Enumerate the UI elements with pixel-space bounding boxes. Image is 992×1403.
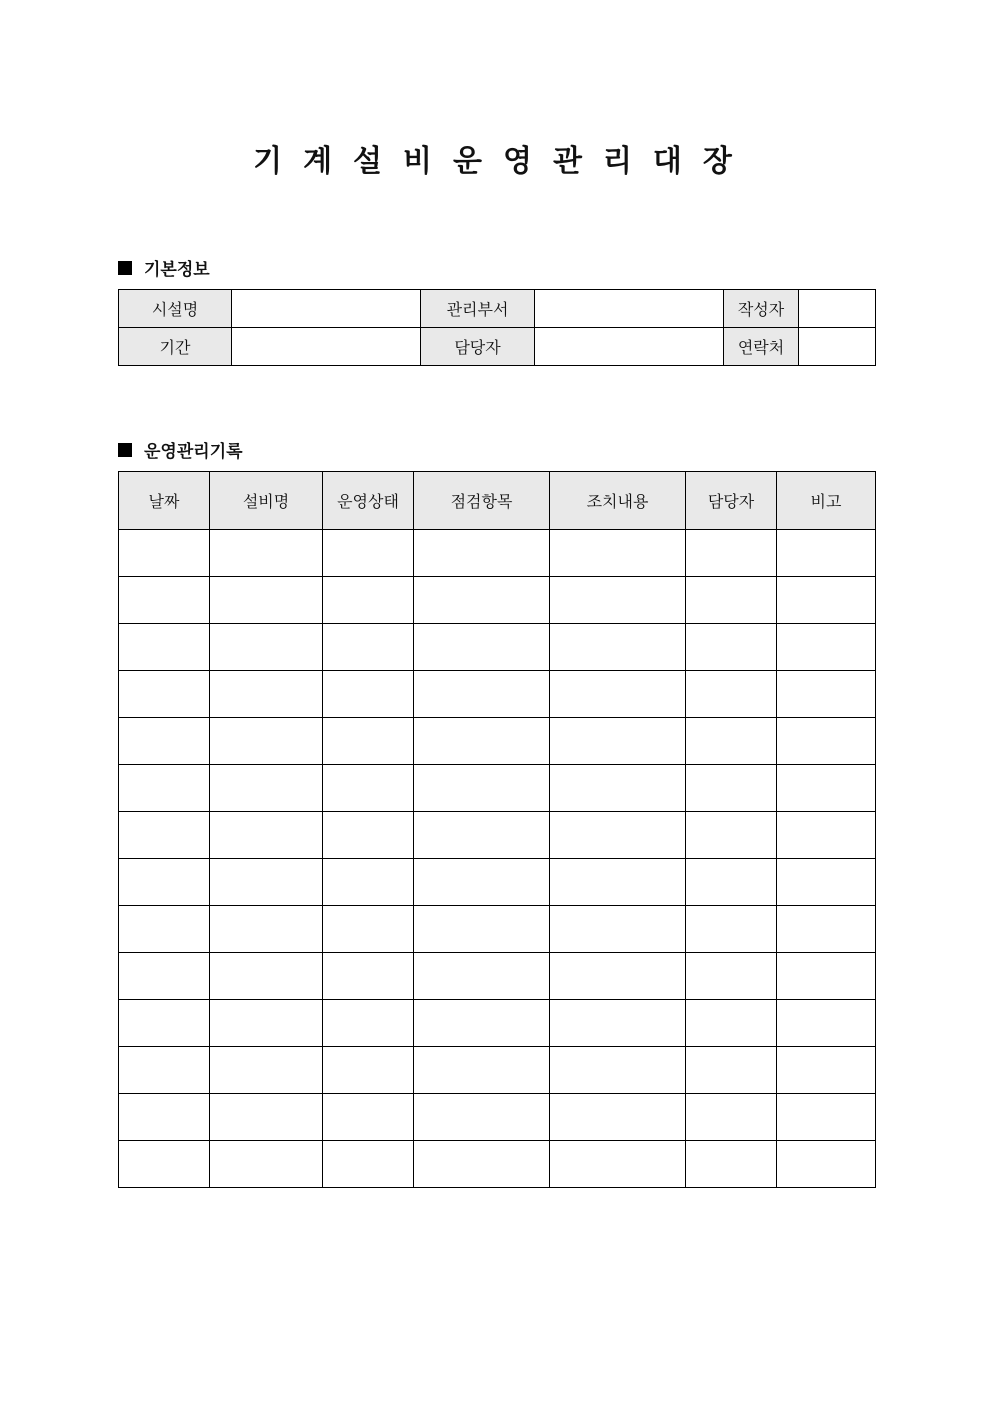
- cell-status[interactable]: [323, 624, 414, 671]
- cell-manager[interactable]: [686, 577, 777, 624]
- cell-status[interactable]: [323, 812, 414, 859]
- cell-manager[interactable]: [686, 1141, 777, 1188]
- table-row: [119, 1141, 876, 1188]
- cell-date[interactable]: [119, 953, 210, 1000]
- cell-equipment[interactable]: [210, 765, 323, 812]
- cell-inspection[interactable]: [414, 577, 550, 624]
- table-row: [119, 718, 876, 765]
- cell-remarks[interactable]: [777, 577, 876, 624]
- cell-equipment[interactable]: [210, 577, 323, 624]
- cell-remarks[interactable]: [777, 671, 876, 718]
- cell-inspection[interactable]: [414, 812, 550, 859]
- table-row: [119, 671, 876, 718]
- cell-status[interactable]: [323, 1000, 414, 1047]
- cell-action[interactable]: [550, 859, 686, 906]
- cell-inspection[interactable]: [414, 530, 550, 577]
- info-row: [119, 290, 876, 328]
- column-header-manager: 담당자: [686, 472, 777, 530]
- section-heading-label: 운영관리기록: [144, 442, 243, 462]
- cell-action[interactable]: [550, 1094, 686, 1141]
- cell-status[interactable]: [323, 906, 414, 953]
- cell-remarks[interactable]: [777, 718, 876, 765]
- cell-manager[interactable]: [686, 624, 777, 671]
- cell-remarks[interactable]: [777, 1141, 876, 1188]
- cell-equipment[interactable]: [210, 1141, 323, 1188]
- cell-action[interactable]: [550, 765, 686, 812]
- cell-date[interactable]: [119, 1141, 210, 1188]
- cell-status[interactable]: [323, 953, 414, 1000]
- cell-remarks[interactable]: [777, 765, 876, 812]
- records-body: [119, 530, 876, 1188]
- cell-status[interactable]: [323, 671, 414, 718]
- contact-field[interactable]: [799, 328, 876, 366]
- cell-inspection[interactable]: [414, 1094, 550, 1141]
- basic-info-table: [118, 289, 876, 366]
- cell-manager[interactable]: [686, 1000, 777, 1047]
- cell-remarks[interactable]: [777, 1094, 876, 1141]
- period-field[interactable]: [232, 328, 421, 366]
- cell-date[interactable]: [119, 624, 210, 671]
- column-header-status: 운영상태: [323, 472, 414, 530]
- cell-status[interactable]: [323, 765, 414, 812]
- cell-remarks[interactable]: [777, 530, 876, 577]
- cell-remarks[interactable]: [777, 953, 876, 1000]
- column-header-remarks: 비고: [777, 472, 876, 530]
- cell-date[interactable]: [119, 1047, 210, 1094]
- cell-inspection[interactable]: [414, 1141, 550, 1188]
- cell-action[interactable]: [550, 953, 686, 1000]
- cell-action[interactable]: [550, 718, 686, 765]
- label-period: 기간: [119, 328, 232, 366]
- cell-date[interactable]: [119, 812, 210, 859]
- cell-action[interactable]: [550, 530, 686, 577]
- cell-status[interactable]: [323, 577, 414, 624]
- cell-date[interactable]: [119, 577, 210, 624]
- cell-date[interactable]: [119, 671, 210, 718]
- info-row: [119, 328, 876, 366]
- table-row: [119, 624, 876, 671]
- cell-date[interactable]: [119, 859, 210, 906]
- operation-records-table: [118, 471, 876, 1188]
- cell-equipment[interactable]: [210, 953, 323, 1000]
- table-row: [119, 1000, 876, 1047]
- cell-manager[interactable]: [686, 953, 777, 1000]
- cell-manager[interactable]: [686, 765, 777, 812]
- cell-equipment[interactable]: [210, 1047, 323, 1094]
- cell-date[interactable]: [119, 718, 210, 765]
- cell-equipment[interactable]: [210, 624, 323, 671]
- cell-equipment[interactable]: [210, 812, 323, 859]
- cell-remarks[interactable]: [777, 812, 876, 859]
- cell-manager[interactable]: [686, 1094, 777, 1141]
- cell-remarks[interactable]: [777, 1000, 876, 1047]
- cell-equipment[interactable]: [210, 671, 323, 718]
- cell-equipment[interactable]: [210, 1094, 323, 1141]
- table-row: [119, 765, 876, 812]
- cell-status[interactable]: [323, 859, 414, 906]
- cell-action[interactable]: [550, 906, 686, 953]
- cell-equipment[interactable]: [210, 859, 323, 906]
- cell-manager[interactable]: [686, 1047, 777, 1094]
- cell-date[interactable]: [119, 530, 210, 577]
- table-row: [119, 1047, 876, 1094]
- cell-status[interactable]: [323, 1094, 414, 1141]
- table-row: [119, 577, 876, 624]
- column-header-equipment: 설비명: [210, 472, 323, 530]
- cell-status[interactable]: [323, 718, 414, 765]
- manager-field[interactable]: [535, 328, 724, 366]
- cell-action[interactable]: [550, 624, 686, 671]
- cell-inspection[interactable]: [414, 671, 550, 718]
- square-bullet-icon: [118, 443, 132, 457]
- table-row: [119, 906, 876, 953]
- cell-action[interactable]: [550, 671, 686, 718]
- cell-status[interactable]: [323, 1047, 414, 1094]
- section-heading-label: 기본정보: [144, 260, 210, 280]
- label-department: 관리부서: [421, 290, 535, 328]
- facility-name-field[interactable]: [232, 290, 421, 328]
- cell-remarks[interactable]: [777, 859, 876, 906]
- cell-date[interactable]: [119, 906, 210, 953]
- cell-inspection[interactable]: [414, 859, 550, 906]
- cell-manager[interactable]: [686, 530, 777, 577]
- cell-status[interactable]: [323, 530, 414, 577]
- cell-equipment[interactable]: [210, 718, 323, 765]
- table-row: [119, 859, 876, 906]
- cell-manager[interactable]: [686, 859, 777, 906]
- page-title: 기계설비운영관리대장: [253, 144, 753, 179]
- author-field[interactable]: [799, 290, 876, 328]
- cell-manager[interactable]: [686, 671, 777, 718]
- cell-inspection[interactable]: [414, 1000, 550, 1047]
- cell-equipment[interactable]: [210, 530, 323, 577]
- cell-inspection[interactable]: [414, 718, 550, 765]
- table-row: [119, 812, 876, 859]
- column-header-action: 조치내용: [550, 472, 686, 530]
- cell-manager[interactable]: [686, 718, 777, 765]
- cell-manager[interactable]: [686, 812, 777, 859]
- cell-inspection[interactable]: [414, 906, 550, 953]
- cell-manager[interactable]: [686, 906, 777, 953]
- label-author: 작성자: [724, 290, 799, 328]
- table-row: [119, 953, 876, 1000]
- cell-equipment[interactable]: [210, 906, 323, 953]
- cell-inspection[interactable]: [414, 624, 550, 671]
- label-contact: 연락처: [724, 328, 799, 366]
- cell-inspection[interactable]: [414, 953, 550, 1000]
- department-field[interactable]: [535, 290, 724, 328]
- cell-date[interactable]: [119, 1094, 210, 1141]
- label-facility-name: 시설명: [119, 290, 232, 328]
- cell-remarks[interactable]: [777, 624, 876, 671]
- cell-date[interactable]: [119, 765, 210, 812]
- column-header-date: 날짜: [119, 472, 210, 530]
- cell-inspection[interactable]: [414, 765, 550, 812]
- cell-remarks[interactable]: [777, 1047, 876, 1094]
- cell-remarks[interactable]: [777, 906, 876, 953]
- section-heading-records: [118, 437, 243, 462]
- cell-action[interactable]: [550, 1047, 686, 1094]
- cell-action[interactable]: [550, 812, 686, 859]
- table-row: [119, 1094, 876, 1141]
- label-manager: 담당자: [421, 328, 535, 366]
- cell-inspection[interactable]: [414, 1047, 550, 1094]
- cell-equipment[interactable]: [210, 1000, 323, 1047]
- cell-action[interactable]: [550, 1000, 686, 1047]
- table-row: [119, 530, 876, 577]
- column-header-inspection: 점검항목: [414, 472, 550, 530]
- section-heading-basic-info: [118, 255, 210, 280]
- square-bullet-icon: [118, 261, 132, 275]
- cell-date[interactable]: [119, 1000, 210, 1047]
- table-header-row: [119, 472, 876, 530]
- cell-action[interactable]: [550, 1141, 686, 1188]
- cell-status[interactable]: [323, 1141, 414, 1188]
- cell-action[interactable]: [550, 577, 686, 624]
